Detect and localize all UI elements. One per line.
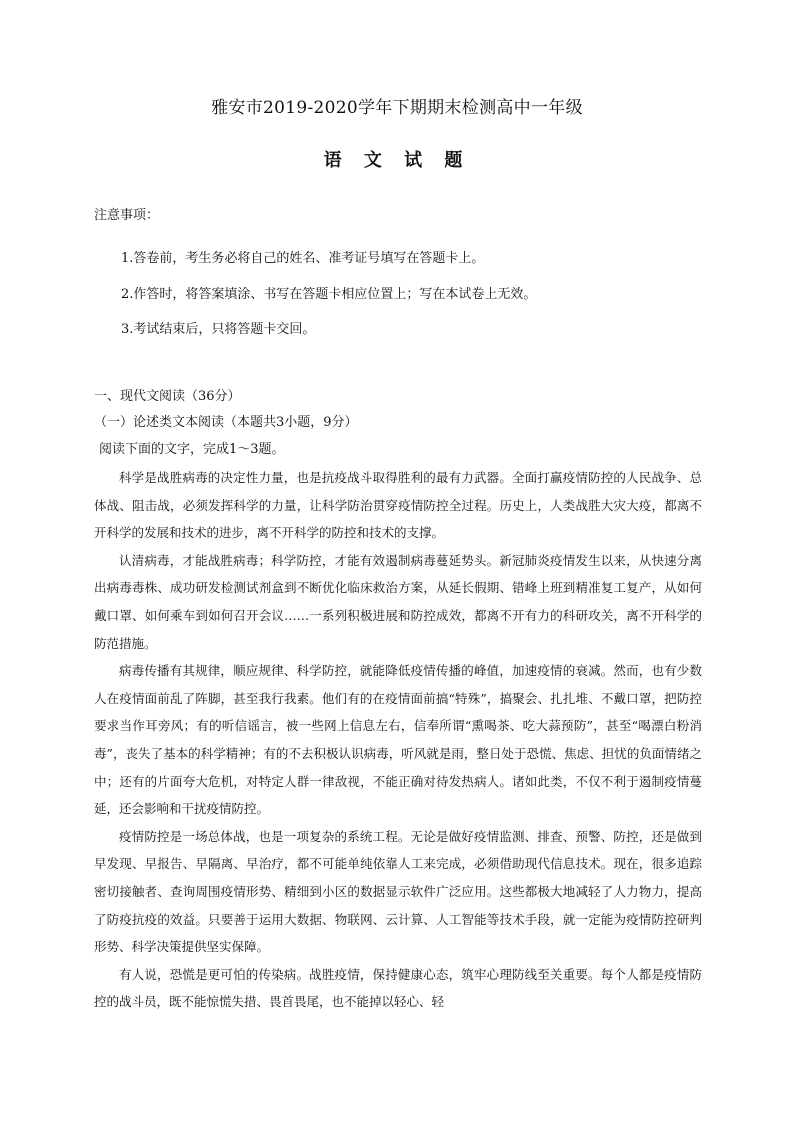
section-heading: 一、现代文阅读（36分） xyxy=(94,389,241,404)
passage-paragraph: 认清病毒，才能战胜病毒；科学防控，才能有效遏制病毒蔓延势头。新冠肺炎疫情发生以来，从快速分离出病毒毒株、成功研发检测试剂盒到不断优化临床救治方案，从延长假期、错峰上班到精准复工复产，从如何戴口罩、如何乘车到如何召开会议……一系列积极进展和防控成效，都离不开有力的科研攻关，离不开科学的防范措施。 xyxy=(94,552,702,651)
notice-heading: 注意事项： xyxy=(94,208,160,223)
passage-paragraph: 病毒传播有其规律，顺应规律、科学防控，就能降低疫情传播的峰值，加速疫情的衰减。然而，也有少数人在疫情面前乱了阵脚，甚至我行我素。他们有的在疫情面前搞“特殊”，搞聚会、扎扎堆、不戴口罩，把防控要求当作耳旁风；有的听信谣言，被一些网上信息左右，信奉所谓“熏喝茶、吃大蒜预防”，甚至“喝漂白粉消毒”，丧失了基本的科学精神；有的不去积极认识病毒，听风就是雨，整日处于恐慌、焦虑、担忧的负面情绪之中；还有的片面夸大危机，对特定人群一律敌视，不能正确对待发热病人。诸如此类，不仅不利于遏制疫情蔓延，还会影响和干扰疫情防控。 xyxy=(94,663,702,817)
notice-item: 1.答卷前，考生务必将自己的姓名、准考证号填写在答题卡上。 xyxy=(121,251,485,266)
reading-instruction: 阅读下面的文字，完成1～3题。 xyxy=(99,442,285,457)
reading-passage xyxy=(94,464,702,1016)
passage-paragraph: 有人说，恐慌是更可怕的传染病。战胜疫情，保持健康心态，筑牢心理防线至关重要。每个人都是疫情防控的战斗员，既不能惊慌失措、畏首畏尾，也不能掉以轻心、轻 xyxy=(94,966,702,1010)
notice-item: 2.作答时，将答案填涂、书写在答题卡相应位置上；写在本试卷上无效。 xyxy=(121,287,537,302)
exam-title: 雅安市2019-2020学年下期期末检测高中一年级 xyxy=(211,98,583,118)
passage-paragraph: 疫情防控是一场总体战，也是一项复杂的系统工程。无论是做好疫情监测、排查、预警、防控，还是做到早发现、早报告、早隔离、早治疗，都不可能单纯依靠人工来完成，必须借助现代信息技术。现在，很多追踪密切接触者、查询周围疫情形势、精细到小区的数据显示软件广泛应用。这些都极大地减轻了人力物力，提高了防疫抗疫的效益。只要善于运用大数据、物联网、云计算、人工智能等技术手段，就一定能为疫情防控研判形势、科学决策提供坚实保障。 xyxy=(94,828,702,955)
subject-title: 语 文 试 题 xyxy=(323,150,471,171)
passage-paragraph: 科学是战胜病毒的决定性力量，也是抗疫战斗取得胜利的最有力武器。全面打赢疫情防控的人民战争、总体战、阻击战，必须发挥科学的力量，让科学防治贯穿疫情防控全过程。历史上，人类战胜大灾大疫，都离不开科学的发展和技术的进步，离不开科学的防控和技术的支撑。 xyxy=(94,470,702,541)
subsection-heading: （一）论述类文本阅读（本题共3小题，9分） xyxy=(94,415,358,430)
notice-item: 3.考试结束后，只将答题卡交回。 xyxy=(121,322,316,337)
